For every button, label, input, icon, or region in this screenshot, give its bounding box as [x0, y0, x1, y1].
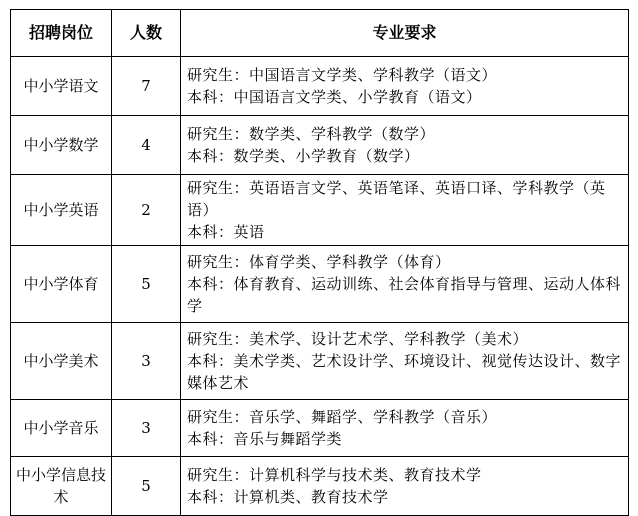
count-cell: 5: [112, 457, 181, 516]
table-row: [11, 246, 629, 323]
table-header-row: [11, 10, 629, 57]
undergraduate-requirement: 本科：英语: [187, 223, 265, 241]
recruitment-table: [10, 9, 629, 516]
requirements-cell: [181, 57, 629, 116]
requirements-cell: [181, 116, 629, 175]
undergraduate-requirement: 本科：数学类、小学教育（数学）: [187, 147, 420, 165]
count-cell: 5: [112, 246, 181, 323]
header-position: 招聘岗位: [11, 10, 112, 57]
undergraduate-requirement: 本科：体育教育、运动训练、社会体育指导与管理、运动人体科学: [187, 275, 622, 315]
header-count: 人数: [112, 10, 181, 57]
undergraduate-requirement: 本科：美术学类、艺术设计学、环境设计、视觉传达设计、数字媒体艺术: [187, 352, 622, 392]
table-row: [11, 400, 629, 457]
header-requirements: 专业要求: [181, 10, 629, 57]
count-cell: 7: [112, 57, 181, 116]
table-row: [11, 57, 629, 116]
graduate-requirement: 研究生：数学类、学科教学（数学）: [187, 125, 436, 143]
count-cell: 3: [112, 400, 181, 457]
requirements-cell: [181, 323, 629, 400]
position-cell: 中小学语文: [11, 57, 112, 116]
graduate-requirement: 研究生：中国语言文学类、学科教学（语文）: [187, 66, 498, 84]
position-cell: 中小学英语: [11, 175, 112, 246]
position-cell: 中小学音乐: [11, 400, 112, 457]
position-cell: 中小学体育: [11, 246, 112, 323]
graduate-requirement: 研究生：英语语言文学、英语笔译、英语口译、学科教学（英语）: [187, 179, 606, 219]
table-row: [11, 457, 629, 516]
requirements-cell: [181, 457, 629, 516]
position-cell: 中小学美术: [11, 323, 112, 400]
table-row: [11, 175, 629, 246]
count-cell: 4: [112, 116, 181, 175]
table-row: [11, 116, 629, 175]
graduate-requirement: 研究生：计算机科学与技术类、教育技术学: [187, 466, 482, 484]
count-cell: 3: [112, 323, 181, 400]
requirements-cell: [181, 400, 629, 457]
requirements-cell: [181, 175, 629, 246]
undergraduate-requirement: 本科：音乐与舞蹈学类: [187, 430, 343, 448]
undergraduate-requirement: 本科：计算机类、教育技术学: [187, 488, 389, 506]
undergraduate-requirement: 本科：中国语言文学类、小学教育（语文）: [187, 88, 482, 106]
graduate-requirement: 研究生：体育学类、学科教学（体育）: [187, 253, 451, 271]
position-cell: 中小学数学: [11, 116, 112, 175]
count-cell: 2: [112, 175, 181, 246]
requirements-cell: [181, 246, 629, 323]
table-row: [11, 323, 629, 400]
position-cell: 中小学信息技术: [11, 457, 112, 516]
graduate-requirement: 研究生：美术学、设计艺术学、学科教学（美术）: [187, 330, 529, 348]
graduate-requirement: 研究生：音乐学、舞蹈学、学科教学（音乐）: [187, 408, 498, 426]
